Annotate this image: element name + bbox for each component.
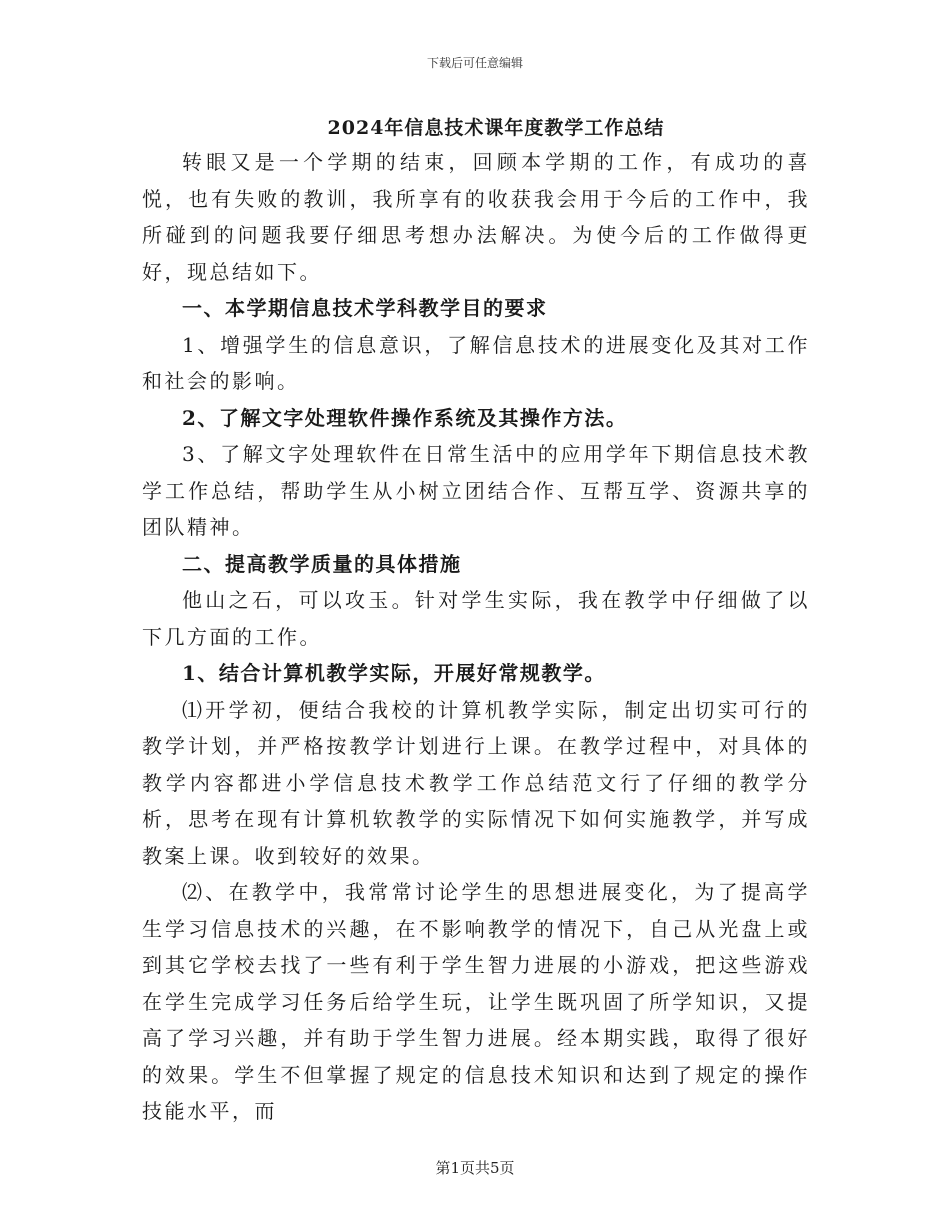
paragraph-item-2: 2、了解文字处理软件操作系统及其操作方法。	[182, 405, 628, 430]
paragraph-point-1: ⑴开学初，便结合我校的计算机教学实际，制定出切实可行的教学计划，并严格按教学计划进行上课。在教学过程中，对具体的教学内容都进小学信息技术教学工作总结范文行了仔细的教学分析，思考在现有计算机软教学的实际情况下如何实施教学，并写成教案上课。收到较好的效果。	[142, 697, 810, 868]
document-title: 2024年信息技术课年度教学工作总结	[327, 117, 665, 139]
paragraph-item-1: 1、增强学生的信息意识，了解信息技术的进展变化及其对工作和社会的影响。	[142, 332, 810, 393]
section-heading-1: 一、本学期信息技术学科教学目的要求	[182, 296, 548, 320]
paragraph-measures-intro: 他山之石，可以攻玉。针对学生实际，我在教学中仔细做了以下几方面的工作。	[142, 588, 810, 649]
page-header-note: 下载后可任意编辑	[426, 56, 523, 70]
section-heading-2: 二、提高教学质量的具体措施	[182, 551, 462, 576]
paragraph-point-2: ⑵、在教学中，我常常讨论学生的思想进展变化，为了提高学生学习信息技术的兴趣，在不影响教学的情况下，自己从光盘上或到其它学校去找了一些有利于学生智力进展的小游戏，把这些游戏在学生完成学习任务后给学生玩，让学生既巩固了所学知识，又提高了学习兴趣，并有助于学生智力进展。经本期实践，取得了很好的效果。学生不但掌握了规定的信息技术知识和达到了规定的操作技能水平，而	[142, 880, 810, 1123]
paragraph-item-3: 3、了解文字处理软件在日常生活中的应用学年下期信息技术教学工作总结，帮助学生从小树立团结合作、互帮互学、资源共享的团队精神。	[142, 442, 810, 539]
paragraph-intro: 转眼又是一个学期的结束，回顾本学期的工作，有成功的喜悦，也有失败的教训，我所享有的收获我会用于今后的工作中，我所碰到的问题我要仔细思考想办法解决。为使今后的工作做得更好，现总结如下。	[142, 150, 810, 284]
document-body	[142, 112, 810, 1130]
page-number: 第1页共5页	[435, 1159, 515, 1177]
subsection-heading-1: 1、结合计算机教学实际，开展好常规教学。	[182, 661, 606, 685]
